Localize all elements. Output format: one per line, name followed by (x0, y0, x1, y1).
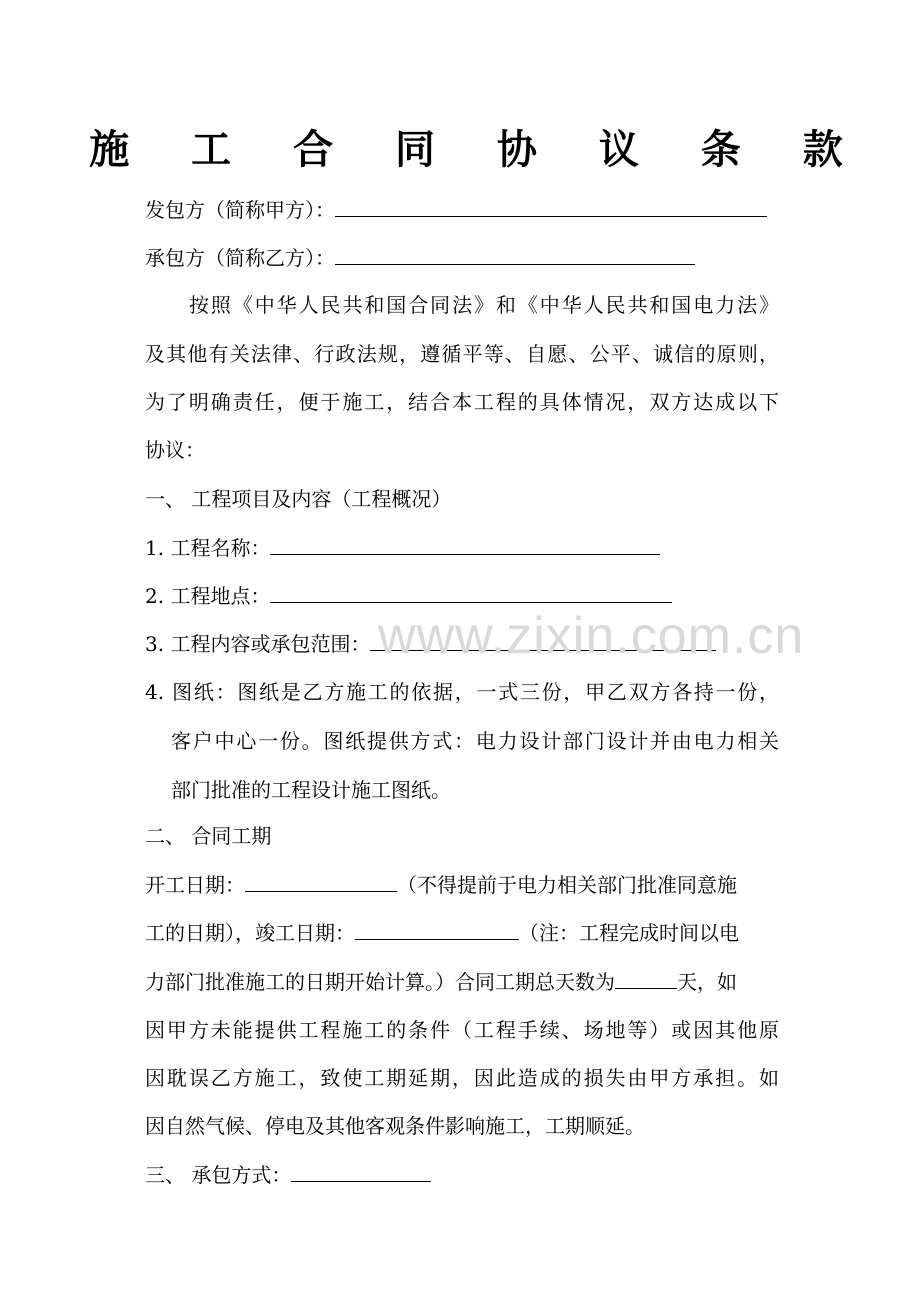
completion-date-blank[interactable] (355, 917, 519, 940)
preamble-line-4: 协议： (145, 438, 205, 462)
section-3-heading: 三、 承包方式： (145, 1163, 292, 1187)
total-days-text: 力部门批准施工的日期开始计算。）合同工期总天数为 (145, 970, 615, 994)
schedule-line-6: 因自然气候、停电及其他客观条件影响施工，工期顺延。 (145, 1114, 645, 1138)
party-a-blank[interactable] (335, 194, 767, 217)
document-title: 施 工 合 同 协 议 条 款 (89, 126, 867, 173)
total-days-unit: 天，如 (677, 970, 737, 994)
preamble-line-3: 为了明确责任，便于施工，结合本工程的具体情况，双方达成以下 (145, 390, 779, 414)
schedule-line-2 (145, 917, 779, 948)
section-1-heading: 一、 工程项目及内容（工程概况） (145, 487, 452, 511)
preamble-line-1: 按照《中华人民共和国合同法》和《中华人民共和国电力法》 (189, 293, 779, 317)
preamble-line-2: 及其他有关法律、行政法规，遵循平等、自愿、公平、诚信的原则， (145, 342, 779, 366)
completion-date-label: 工的日期），竣工日期： (145, 921, 355, 945)
party-b-line (145, 242, 695, 273)
section-2-heading: 二、 合同工期 (145, 824, 272, 848)
party-a-line (145, 194, 767, 225)
project-location-label: 2. 工程地点： (145, 584, 271, 608)
project-name-label: 1. 工程名称： (145, 536, 271, 560)
project-location-line (145, 580, 672, 611)
drawings-line-2: 客户中心一份。图纸提供方式：电力设计部门设计并由电力相关 (171, 729, 779, 753)
drawings-line-3: 部门批准的工程设计施工图纸。 (171, 778, 451, 802)
total-days-blank[interactable] (615, 966, 677, 989)
party-b-label: 承包方（简称乙方）： (145, 246, 335, 270)
party-b-blank[interactable] (335, 242, 695, 265)
completion-date-note: （注：工程完成时间以电 (519, 921, 739, 945)
drawings-line-1: 4. 图纸：图纸是乙方施工的依据，一式三份，甲乙双方各持一份， (145, 680, 779, 704)
project-location-blank[interactable] (270, 580, 672, 603)
start-date-blank[interactable] (245, 869, 397, 892)
project-scope-line (145, 628, 716, 659)
start-date-label: 开工日期： (145, 873, 245, 897)
schedule-line-3 (145, 966, 779, 997)
schedule-line-4: 因甲方未能提供工程施工的条件（工程手续、场地等）或因其他原 (145, 1018, 779, 1042)
section-3-line (145, 1159, 431, 1190)
project-name-line (145, 532, 660, 563)
watermark-text: www.zixin.com.cn (378, 607, 805, 665)
project-scope-label: 3. 工程内容或承包范围： (145, 632, 371, 656)
party-a-label: 发包方（简称甲方）： (145, 198, 335, 222)
schedule-line-5: 因耽误乙方施工，致使工期延期，因此造成的损失由甲方承担。如 (145, 1066, 779, 1090)
project-scope-blank[interactable] (370, 628, 716, 651)
start-date-note: （不得提前于电力相关部门批准同意施 (397, 873, 737, 897)
contract-method-blank[interactable] (291, 1159, 431, 1182)
project-name-blank[interactable] (270, 532, 660, 555)
schedule-line-1 (145, 869, 779, 900)
